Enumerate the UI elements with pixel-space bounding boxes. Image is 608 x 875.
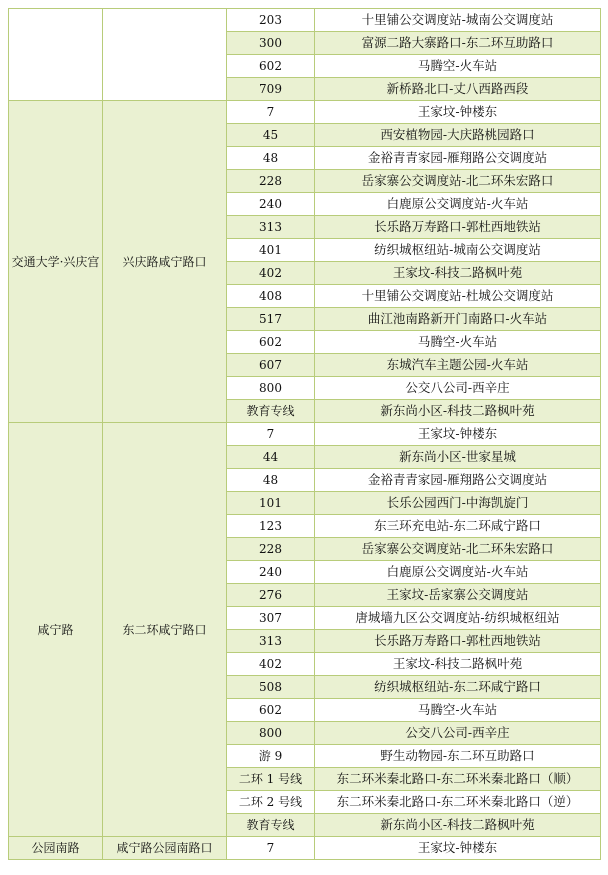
route-number: 800 bbox=[227, 722, 315, 745]
route-endpoints: 岳家寨公交调度站-北二环朱宏路口 bbox=[315, 538, 601, 561]
stop-name: 兴庆路咸宁路口 bbox=[103, 101, 227, 423]
route-endpoints: 王家坟-岳家寨公交调度站 bbox=[315, 584, 601, 607]
route-number: 7 bbox=[227, 423, 315, 446]
route-endpoints: 新东尚小区-世家星城 bbox=[315, 446, 601, 469]
route-number: 二环 2 号线 bbox=[227, 791, 315, 814]
route-endpoints: 新桥路北口-丈八西路西段 bbox=[315, 78, 601, 101]
route-endpoints: 东二环米秦北路口-东二环米秦北路口（顺） bbox=[315, 768, 601, 791]
route-number: 602 bbox=[227, 331, 315, 354]
station-group bbox=[9, 837, 601, 860]
route-endpoints: 岳家寨公交调度站-北二环朱宏路口 bbox=[315, 170, 601, 193]
route-endpoints: 东二环米秦北路口-东二环米秦北路口（逆） bbox=[315, 791, 601, 814]
route-endpoints: 王家坟-科技二路枫叶苑 bbox=[315, 262, 601, 285]
table-row bbox=[9, 837, 601, 860]
route-endpoints: 新东尚小区-科技二路枫叶苑 bbox=[315, 400, 601, 423]
route-endpoints: 公交八公司-西辛庄 bbox=[315, 722, 601, 745]
route-number: 313 bbox=[227, 216, 315, 239]
route-number: 228 bbox=[227, 170, 315, 193]
route-endpoints: 马腾空-火车站 bbox=[315, 331, 601, 354]
route-number: 228 bbox=[227, 538, 315, 561]
route-endpoints: 纺织城枢纽站-城南公交调度站 bbox=[315, 239, 601, 262]
route-number: 游 9 bbox=[227, 745, 315, 768]
route-endpoints: 长乐路万寿路口-郭杜西地铁站 bbox=[315, 216, 601, 239]
route-number: 48 bbox=[227, 147, 315, 170]
route-endpoints: 十里铺公交调度站-城南公交调度站 bbox=[315, 9, 601, 32]
route-endpoints: 纺织城枢纽站-东二环咸宁路口 bbox=[315, 676, 601, 699]
route-number: 602 bbox=[227, 699, 315, 722]
route-number: 508 bbox=[227, 676, 315, 699]
station-group bbox=[9, 423, 601, 837]
table-row bbox=[9, 423, 601, 446]
route-number: 300 bbox=[227, 32, 315, 55]
route-endpoints: 马腾空-火车站 bbox=[315, 55, 601, 78]
route-number: 7 bbox=[227, 837, 315, 860]
route-number: 408 bbox=[227, 285, 315, 308]
route-endpoints: 富源二路大寨路口-东二环互助路口 bbox=[315, 32, 601, 55]
route-endpoints: 唐城墙九区公交调度站-纺织城枢纽站 bbox=[315, 607, 601, 630]
route-endpoints: 东城汽车主题公园-火车站 bbox=[315, 354, 601, 377]
stop-name: 东二环咸宁路口 bbox=[103, 423, 227, 837]
route-endpoints: 长乐路万寿路口-郭杜西地铁站 bbox=[315, 630, 601, 653]
route-endpoints: 马腾空-火车站 bbox=[315, 699, 601, 722]
route-endpoints: 野生动物园-东二环互助路口 bbox=[315, 745, 601, 768]
route-number: 101 bbox=[227, 492, 315, 515]
route-number: 709 bbox=[227, 78, 315, 101]
route-endpoints: 白鹿原公交调度站-火车站 bbox=[315, 561, 601, 584]
route-number: 44 bbox=[227, 446, 315, 469]
route-endpoints: 长乐公园西门-中海凯旋门 bbox=[315, 492, 601, 515]
route-endpoints: 王家坟-科技二路枫叶苑 bbox=[315, 653, 601, 676]
route-endpoints: 十里铺公交调度站-杜城公交调度站 bbox=[315, 285, 601, 308]
route-endpoints: 公交八公司-西辛庄 bbox=[315, 377, 601, 400]
route-endpoints: 王家坟-钟楼东 bbox=[315, 423, 601, 446]
route-number: 教育专线 bbox=[227, 400, 315, 423]
route-number: 307 bbox=[227, 607, 315, 630]
station-name bbox=[9, 9, 103, 101]
route-number: 276 bbox=[227, 584, 315, 607]
route-number: 48 bbox=[227, 469, 315, 492]
route-endpoints: 西安植物园-大庆路桃园路口 bbox=[315, 124, 601, 147]
station-group bbox=[9, 9, 601, 101]
station-name: 交通大学·兴庆宫 bbox=[9, 101, 103, 423]
station-group bbox=[9, 101, 601, 423]
route-number: 602 bbox=[227, 55, 315, 78]
route-endpoints: 王家坟-钟楼东 bbox=[315, 101, 601, 124]
route-number: 240 bbox=[227, 193, 315, 216]
route-number: 402 bbox=[227, 262, 315, 285]
route-number: 240 bbox=[227, 561, 315, 584]
route-number: 教育专线 bbox=[227, 814, 315, 837]
route-number: 313 bbox=[227, 630, 315, 653]
route-endpoints: 王家坟-钟楼东 bbox=[315, 837, 601, 860]
route-endpoints: 金裕青青家园-雁翔路公交调度站 bbox=[315, 469, 601, 492]
table-row bbox=[9, 101, 601, 124]
route-number: 517 bbox=[227, 308, 315, 331]
route-endpoints: 白鹿原公交调度站-火车站 bbox=[315, 193, 601, 216]
route-number: 二环 1 号线 bbox=[227, 768, 315, 791]
bus-route-table bbox=[8, 8, 601, 860]
route-number: 401 bbox=[227, 239, 315, 262]
route-number: 7 bbox=[227, 101, 315, 124]
route-endpoints: 新东尚小区-科技二路枫叶苑 bbox=[315, 814, 601, 837]
route-endpoints: 曲江池南路新开门南路口-火车站 bbox=[315, 308, 601, 331]
route-number: 607 bbox=[227, 354, 315, 377]
route-endpoints: 东三环充电站-东二环咸宁路口 bbox=[315, 515, 601, 538]
station-name: 公园南路 bbox=[9, 837, 103, 860]
route-number: 203 bbox=[227, 9, 315, 32]
route-number: 45 bbox=[227, 124, 315, 147]
route-number: 123 bbox=[227, 515, 315, 538]
table-row bbox=[9, 9, 601, 32]
stop-name bbox=[103, 9, 227, 101]
stop-name: 咸宁路公园南路口 bbox=[103, 837, 227, 860]
route-number: 800 bbox=[227, 377, 315, 400]
route-endpoints: 金裕青青家园-雁翔路公交调度站 bbox=[315, 147, 601, 170]
route-number: 402 bbox=[227, 653, 315, 676]
station-name: 咸宁路 bbox=[9, 423, 103, 837]
